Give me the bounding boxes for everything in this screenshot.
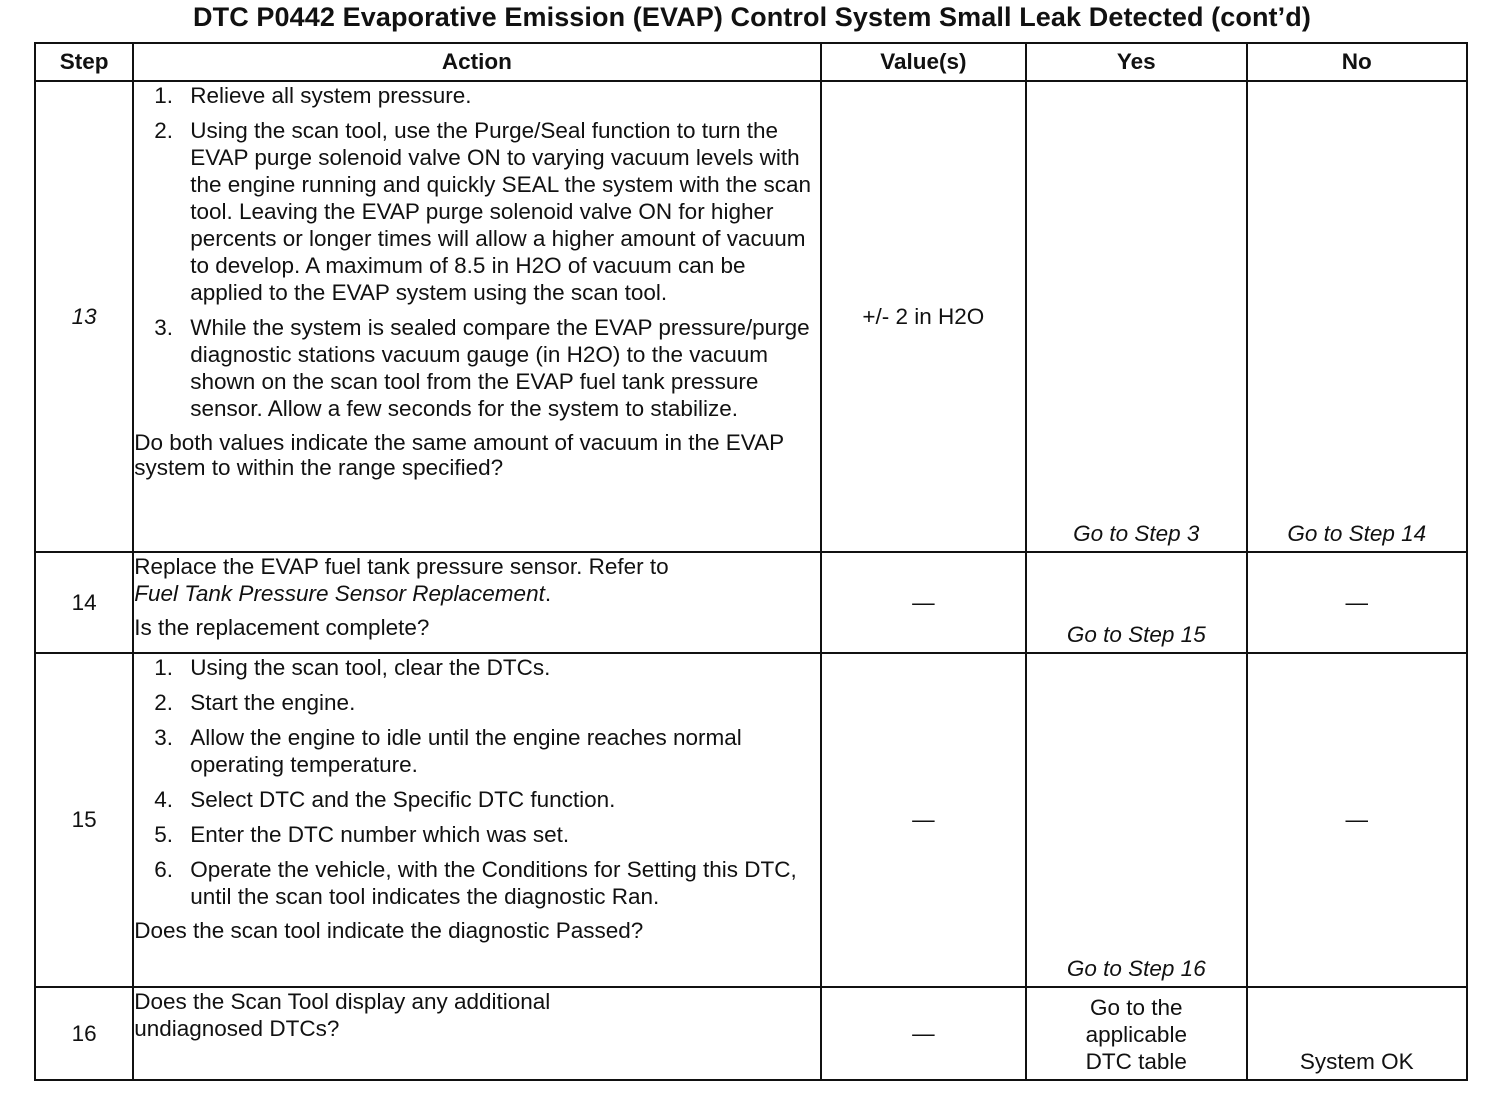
value-cell: — (821, 987, 1026, 1080)
step-number: 13 (35, 81, 133, 552)
table-row-step-13 (35, 81, 1467, 552)
yes-link-text: Go to the applicable DTC table (1085, 995, 1187, 1074)
yes-cell (1026, 653, 1246, 987)
action-steps (134, 82, 819, 422)
no-cell: — (1247, 552, 1467, 653)
action-question: Is the replacement complete? (134, 615, 430, 640)
yes-link-text: Go to Step 3 (1073, 521, 1200, 546)
step-number: 15 (35, 653, 133, 987)
yes-link-text: Go to Step 16 (1066, 956, 1206, 981)
action-step-item: 4. Select DTC and the Specific DTC function. (154, 787, 616, 812)
header-action: Action (133, 43, 820, 81)
no-result-text: System OK (1299, 1049, 1414, 1074)
reference-title: Fuel Tank Pressure Sensor Replacement (134, 581, 545, 606)
action-step-item: 6. Operate the vehicle, with the Conditions for Setting this DTC, until the scan tool indicates the diagnostic Ran. (154, 857, 797, 909)
action-cell (133, 987, 820, 1080)
action-step-item: 1. Using the scan tool, clear the DTCs. (154, 655, 551, 680)
action-cell (133, 552, 820, 653)
value-cell: — (821, 653, 1026, 987)
header-yes: Yes (1026, 43, 1246, 81)
action-text: Replace the EVAP fuel tank pressure sensor. Refer to Fuel Tank Pressure Sensor Replacement. (134, 554, 669, 606)
action-step-item: 1. Relieve all system pressure. (154, 83, 472, 108)
no-cell: — (1247, 653, 1467, 987)
yes-cell (1026, 81, 1246, 552)
action-step-item: 3. Allow the engine to idle until the engine reaches normal operating temperature. (154, 725, 742, 777)
table-row-step-16 (35, 987, 1467, 1080)
no-cell (1247, 987, 1467, 1080)
dtc-table (34, 42, 1468, 1081)
action-step-item: 5. Enter the DTC number which was set. (154, 822, 570, 847)
action-step-item: 3. While the system is sealed compare the EVAP pressure/purge diagnostic stations vacuum gauge (in H2O) to the vacuum shown on the scan tool from the EVAP fuel tank pressure sensor. Allow a few seconds for the system to stabilize. (154, 315, 810, 421)
step-number: 14 (35, 552, 133, 653)
header-step: Step (35, 43, 133, 81)
yes-link-text: Go to Step 15 (1066, 622, 1206, 647)
action-cell (133, 81, 820, 552)
action-cell (133, 653, 820, 987)
header-row (35, 43, 1467, 81)
table-row-step-14 (35, 552, 1467, 653)
page-title: DTC P0442 Evaporative Emission (EVAP) Control System Small Leak Detected (cont’d) (193, 2, 1311, 32)
header-no: No (1247, 43, 1467, 81)
action-question: Do both values indicate the same amount of vacuum in the EVAP system to within the range specified? (134, 430, 784, 480)
action-question: Does the Scan Tool display any additional undiagnosed DTCs? (134, 989, 551, 1041)
yes-cell (1026, 552, 1246, 653)
yes-cell (1026, 987, 1246, 1080)
value-cell: — (821, 552, 1026, 653)
action-steps (134, 654, 819, 910)
no-cell (1247, 81, 1467, 552)
no-link-text: Go to Step 14 (1287, 521, 1427, 546)
action-step-item: 2. Start the engine. (154, 690, 356, 715)
action-step-item: 2. Using the scan tool, use the Purge/Seal function to turn the EVAP purge solenoid valve ON to varying vacuum levels with the engine running and quickly SEAL the system with the scan tool. Leaving the EVAP purge solenoid valve ON for higher percents or longer times will allow a higher amount of vacuum to develop. A maximum of 8.5 in H2O of vacuum can be applied to the EVAP system using the scan tool. (154, 118, 811, 305)
value-cell: +/- 2 in H2O (821, 81, 1026, 552)
action-question: Does the scan tool indicate the diagnostic Passed? (134, 918, 644, 943)
header-values: Value(s) (821, 43, 1026, 81)
step-number: 16 (35, 987, 133, 1080)
table-row-step-15 (35, 653, 1467, 987)
